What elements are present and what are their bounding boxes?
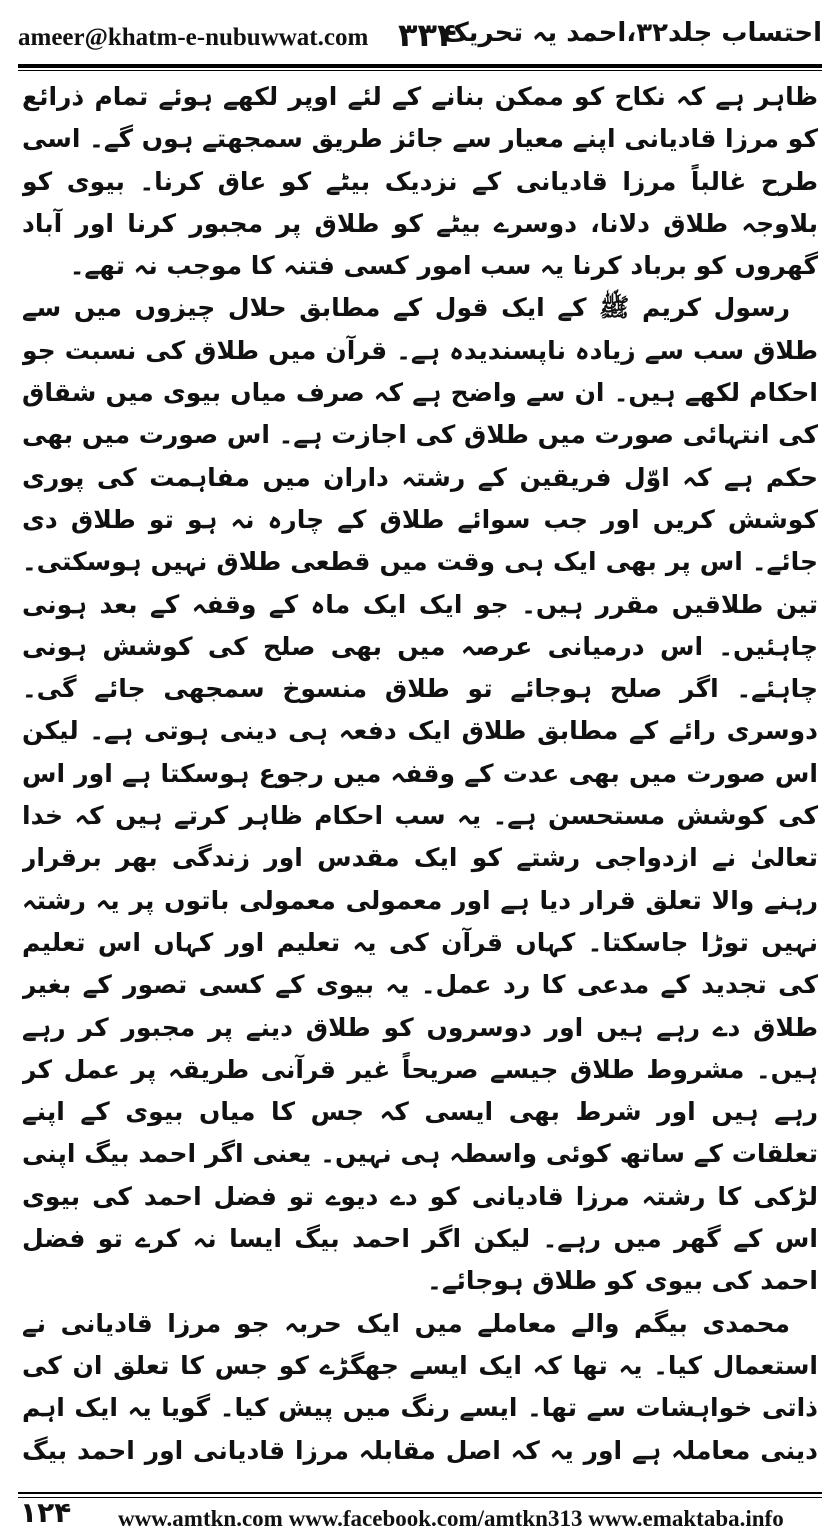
footer-page-number: ۱۲۴	[20, 1496, 72, 1529]
page-header	[18, 14, 822, 62]
paragraph: محمدی بیگم والے معاملے میں ایک حربہ جو مرزا قادیانی نے استعمال کیا۔ یہ تھا کہ ایک ایسے جھگڑے کو جس کا تعلق ان کی ذاتی خواہشات سے تھا۔ ایسے رنگ میں پیش کیا۔ گویا یہ ایک اہم دینی معاملہ ہے اور یہ کہ اصل مقابلہ مرزا قادیانی اور احمد بیگ	[22, 1308, 818, 1465]
header-email: ameer@khatm-e-nubuwwat.com	[18, 24, 369, 51]
running-head: احتساب جلد۳۲،احمد یہ تحریک	[442, 18, 822, 48]
header-page-number: ۳۳۴	[398, 16, 457, 54]
header-rule	[18, 64, 822, 71]
body-text	[22, 76, 818, 1466]
paragraph: رسول کریم ﷺ کے ایک قول کے مطابق حلال چیزوں میں سے طلاق سب سے زیادہ ناپسندیدہ ہے۔ قرآن میں طلاق کی نسبت جو احکام لکھے ہیں۔ ان سے واضح ہے کہ صرف میاں بیوی میں شقاق کی انتہائی صورت میں طلاق کی اجازت ہے۔ اس صورت میں بھی حکم ہے کہ اوّل فریقین کے رشتہ داران میں مفاہمت کی پوری کوشش کریں اور جب سوائے طلاق کے چارہ نہ ہو تو طلاق دی جائے۔ اس پر بھی ایک ہی وقت میں قطعی طلاق نہیں ہوسکتی۔ تین طلاقیں مقرر ہیں۔ جو ایک ایک ماہ کے وقفہ کے بعد ہونی چاہئیں۔ اس درمیانی عرصہ میں بھی صلح کی کوشش ہونی چاہئے۔ اگر صلح ہوجائے تو طلاق منسوخ سمجھی جائے گی۔ دوسری رائے کے مطابق طلاق ایک دفعہ ہی دینی ہوتی ہے۔ لیکن اس صورت میں بھی عدت کے وقفہ میں رجوع ہوسکتا ہے اور اس کی کوشش مستحسن ہے۔ یہ سب احکام ظاہر کرتے ہیں کہ خدا تعالیٰ نے ازدواجی رشتے کو ایک مقدس اور زندگی بھر برقرار رہنے والا تعلق قرار دیا ہے اور معمولی معمولی باتوں پر یہ رشتہ نہیں توڑا جاسکتا۔ کہاں قرآن کی یہ تعلیم اور کہاں اس تعلیم کی تجدید کے مدعی کا رد عمل۔ یہ بیوی کے کسی تصور کے بغیر طلاق دے رہے ہیں اور دوسروں کو طلاق دینے پر مجبور کر رہے ہیں۔ مشروط طلاق جیسے صریحاً غیر قرآنی طریقہ پر عمل کر رہے ہیں اور شرط بھی ایسی کہ جس کا میاں بیوی کے اپنے تعلقات کے ساتھ کوئی واسطہ ہی نہیں۔ یعنی اگر احمد بیگ اپنی لڑکی کا رشتہ مرزا قادیانی کو دے دیوے تو فضل احمد کی بیوی اس کے گھر میں رہے۔ لیکن اگر احمد بیگ ایسا نہ کرے تو فضل احمد کی بیوی کو طلاق ہوجائے۔	[22, 293, 818, 1296]
footer-rule	[18, 1492, 822, 1498]
footer-websites: www.amtkn.com www.facebook.com/amtkn313 www.emaktaba.info	[118, 1506, 784, 1531]
paragraph: ظاہر ہے کہ نکاح کو ممکن بنانے کے لئے اوپر لکھے ہوئے تمام ذرائع کو مرزا قادیانی اپنے معیار سے جائز طریق سمجھتے ہوں گے۔ اسی طرح غالباً مرزا قادیانی کے نزدیک بیٹے کو عاق کرنا۔ بیوی کو بلاوجہ طلاق دلانا، دوسرے بیٹے کو طلاق پر مجبور کرنا اور آباد گھروں کو برباد کرنا یہ سب امور کسی فتنہ کا موجب نہ تھے۔	[22, 82, 818, 281]
